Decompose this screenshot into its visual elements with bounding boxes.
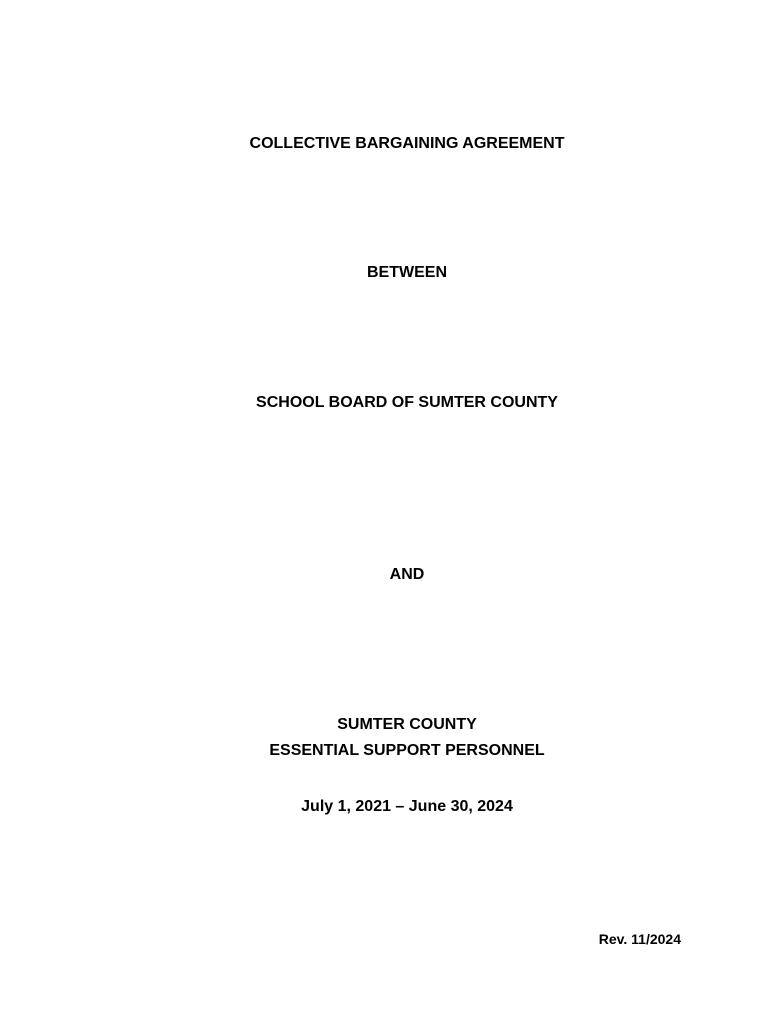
party-two-name-line1: SUMTER COUNTY xyxy=(337,716,477,733)
agreement-term: July 1, 2021 – June 30, 2024 xyxy=(301,798,513,815)
party-one-name: SCHOOL BOARD OF SUMTER COUNTY xyxy=(256,394,558,411)
party-two-name-line2: ESSENTIAL SUPPORT PERSONNEL xyxy=(269,742,545,759)
and-label: AND xyxy=(389,566,425,583)
revision-label: Rev. 11/2024 xyxy=(598,931,681,947)
document-title: COLLECTIVE BARGAINING AGREEMENT xyxy=(249,135,565,152)
between-label: BETWEEN xyxy=(367,264,447,281)
